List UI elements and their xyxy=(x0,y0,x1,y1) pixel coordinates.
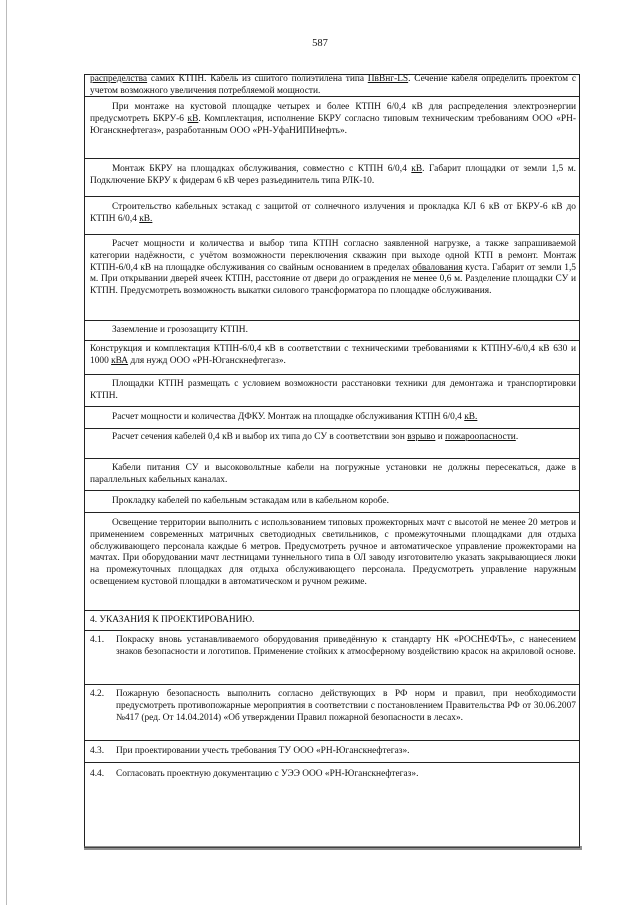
text-segment: Площадки КТПН размещать с условием возможности расстановки техники для демонтажа и транспортировки КТПН. xyxy=(90,379,576,401)
underlined-text: кВА xyxy=(111,355,129,366)
paragraph xyxy=(84,340,580,374)
paragraph xyxy=(84,196,580,234)
underlined-text: кВ xyxy=(411,164,423,174)
text-segment: Прокладку кабелей по кабельным эстакадам или в кабельном коробе. xyxy=(112,496,389,506)
text-segment: куста. Габарит от земли 1,5 м. При открывании дверей ячеек КТПН, расстояние от двери до ограждения не менее 0,6 м. Разделение площадки СУ и КТПН. Предусмотреть возможность выкатки силового трансформатора по площадке обслуживания. xyxy=(90,262,576,297)
paragraph xyxy=(84,96,580,158)
paragraph xyxy=(84,374,580,406)
text-segment: и xyxy=(435,432,446,442)
text-segment: . Сечение кабеля определить проектом с учетом возможного увеличения потребляемой мощности. xyxy=(90,74,576,96)
paragraph xyxy=(84,320,580,340)
paragraph xyxy=(84,74,580,96)
paragraph xyxy=(84,428,580,458)
numbered-item: 4.3. При проектировании учесть требования ТУ ООО «РН-Юганскнефтегаз». xyxy=(84,740,580,762)
underlined-text: взрыво xyxy=(407,432,436,442)
scan-edge-line xyxy=(6,0,7,905)
numbered-item: 4.1. Покраску вновь устанавливаемого оборудования приведённую к стандарту НК «РОСНЕФТЬ», с нанесением знаков безопасности и логотипов. Применение стойких к атмосферному воздействию красок на акриловой основе. xyxy=(84,630,580,684)
text-segment: . xyxy=(515,432,519,442)
text-segment: Монтаж БКРУ на площадках обслуживания, совместно с КТПН 6/0,4 xyxy=(112,164,412,174)
page-number: 587 xyxy=(312,38,328,49)
paragraph xyxy=(84,158,580,196)
underlined-text: ПвВнг-LS xyxy=(367,74,409,84)
underlined-text: кВ xyxy=(187,113,199,124)
underlined-text: кВ. xyxy=(139,213,153,224)
text-segment: Кабели питания СУ и высоковольтные кабели на погружные установки не должны пересекаться, даже в параллельных кабельных каналах. xyxy=(90,463,576,485)
text-segment: Конструкция и комплектация КТПН-6/0,4 кВ в соответствии с техническими требованиями к КТПНУ-6/0,4 кВ 630 и 1000 xyxy=(90,344,576,366)
paragraph xyxy=(84,490,580,512)
text-segment: . Габарит площадки от земли 1,5 м. Подключение БКРУ к фидерам 6 кВ через разъединитель типа РЛК-10. xyxy=(90,164,576,186)
text-segment: Строительство кабельных эстакад с защитой от солнечного излучения и прокладка КЛ 6 кВ от БКРУ-6 кВ до КТПН 6/0,4 xyxy=(90,202,576,224)
paragraph xyxy=(84,458,580,490)
numbered-item: 4.2. Пожарную безопасность выполнить согласно действующих в РФ норм и правил, при необходимости предусмотреть противопожарные мероприятия в соответствии с постановлением Правительства РФ от 30.06.2007 №417 (ред. От 14.04.2014) «Об утверждении Правил пожарной безопасности в лесах». xyxy=(84,684,580,740)
section-heading: 4. УКАЗАНИЯ К ПРОЕКТИРОВАНИЮ. xyxy=(84,610,580,630)
paragraph xyxy=(84,512,580,610)
text-segment: Заземление и грозозащиту КТПН. xyxy=(112,325,248,335)
text-segment: для нужд ООО «РН-Юганскнефтегаз». xyxy=(128,355,286,366)
numbered-item: 4.4. Согласовать проектную документацию с УЭЭ ООО «РН-Юганскнефтегаз». xyxy=(84,762,580,786)
underlined-text: обвалования xyxy=(412,262,463,273)
text-segment: Расчет мощности и количества ДФКУ. Монтаж на площадке обслуживания КТПН 6/0,4 xyxy=(112,412,465,422)
text-segment: . Комплектация, исполнение БКРУ согласно типовым техническим требованиям ООО «РН-Юганскнефтегаз», разработанным ООО «РН-УфаНИПИнефть». xyxy=(90,113,576,136)
paragraph xyxy=(84,234,580,320)
text-segment: Освещение территории выполнить с использованием типовых прожекторных мачт с высотой не менее 20 метров и применением современных матричных светодиодных светильников, с промежуточными площадками для отдыха обслуживающего персонала каждые 6 метров. Предусмотреть ручное и автоматическое управление прожекторами на мачтах. При оборудовании мачт лестницами туннельного типа в ОЛ заводу изготовителю указать закрывающиеся люки на промежуточных площадках для отдыха обслуживающего персонала. Предусмотреть управление наружным освещением кустовой площадки в автоматическом и ручном режиме. xyxy=(90,518,576,587)
text-segment: Расчет сечения кабелей 0,4 кВ и выбор их типа до СУ в соответствии зон xyxy=(112,432,408,442)
text-segment: Расчет мощности и количества и выбор типа КТПН согласно заявленной нагрузке, а также запрашиваемой категории надёжности, с учётом возможности переключения скважин при выходе одной КТП в ремонт. Монтаж КТПН-6/0,4 кВ на площадке обслуживания со свайным основанием в пределах xyxy=(90,239,576,273)
text-segment: самих КТПН. Кабель из сшитого полиэтилена типа xyxy=(147,74,368,84)
scan-bottom-border xyxy=(84,846,582,850)
underlined-text: кВ. xyxy=(464,412,478,422)
underlined-text: пожароопасности xyxy=(445,432,516,442)
underlined-text: распределства xyxy=(90,74,148,84)
text-segment: При монтаже на кустовой площадке четырех и более КТПН 6/0,4 кВ для распределения электроэнергии предусмотреть БКРУ-6 xyxy=(90,102,576,124)
paragraph xyxy=(84,406,580,428)
